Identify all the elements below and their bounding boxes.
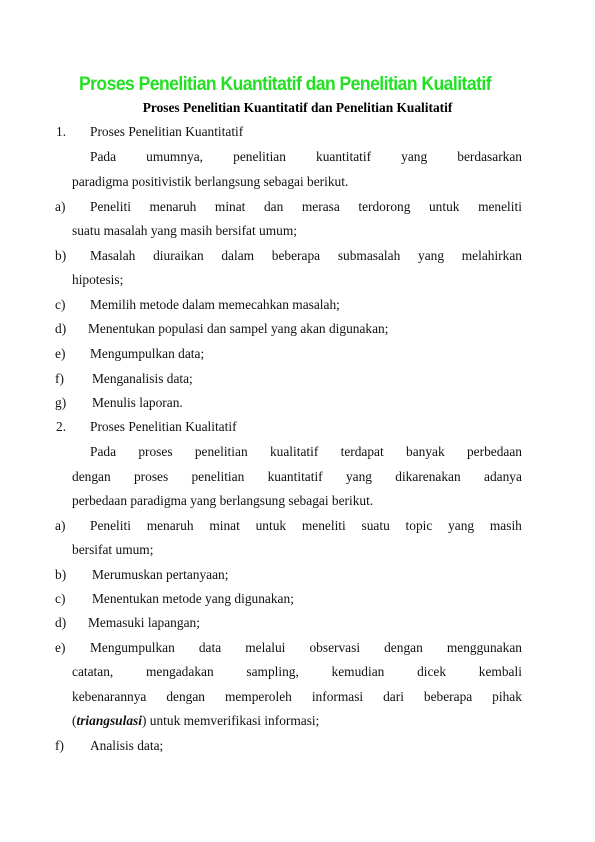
word: dan xyxy=(263,199,284,214)
list-marker: c) xyxy=(55,297,66,312)
list-item-line: Menganalisis data; xyxy=(92,371,193,386)
word: yang xyxy=(345,469,372,484)
section2-intro-line1 xyxy=(90,443,522,461)
word: kemudian xyxy=(331,664,385,679)
word: pihak xyxy=(492,689,522,704)
list-item-line: Merumuskan pertanyaan; xyxy=(92,567,229,582)
word: Masalah xyxy=(90,248,136,263)
section1-number: 1. xyxy=(56,124,67,139)
word: penelitian xyxy=(233,149,286,164)
list-item-line: hipotesis; xyxy=(72,272,124,287)
word: masih xyxy=(489,518,522,533)
word: kebenarannya xyxy=(72,689,147,704)
list-item-line xyxy=(72,688,522,706)
word: data xyxy=(198,640,222,655)
word: informasi xyxy=(311,689,364,704)
list-item-line: Mengumpulkan data; xyxy=(90,346,205,361)
word: topic xyxy=(405,518,433,533)
word: Pada xyxy=(90,149,117,164)
section1-intro-line2: paradigma positivistik berlangsung sebagai berikut. xyxy=(72,174,349,189)
word: memperoleh xyxy=(224,689,292,704)
list-marker: g) xyxy=(55,395,67,410)
word: banyak xyxy=(406,444,445,459)
word: submasalah xyxy=(337,248,401,263)
word: dengan xyxy=(384,640,423,655)
word: yang xyxy=(418,248,445,263)
word: minat xyxy=(209,518,240,533)
list-item-line: bersifat umum; xyxy=(72,542,154,557)
section2-number: 2. xyxy=(56,419,67,434)
word: terdorong xyxy=(358,199,411,214)
word: kuantitatif xyxy=(267,469,323,484)
document-subtitle: Proses Penelitian Kuantitatif dan Penelitian Kualitatif xyxy=(142,100,453,115)
list-item-line xyxy=(90,247,522,265)
list-marker: a) xyxy=(55,199,66,214)
word: kuantitatif xyxy=(316,149,372,164)
list-item-line xyxy=(90,517,522,535)
word: diuraikan xyxy=(153,248,204,263)
list-item-line: Memilih metode dalam memecahkan masalah; xyxy=(90,297,340,312)
word: minat xyxy=(214,199,246,214)
word: Peneliti xyxy=(90,518,131,533)
list-marker: f) xyxy=(55,371,64,386)
list-item-line xyxy=(90,639,522,657)
word: mengadakan xyxy=(145,664,214,679)
list-marker: b) xyxy=(55,248,67,263)
paren-open: ( xyxy=(72,713,77,728)
list-item-line: Analisis data; xyxy=(90,738,164,753)
section1-heading: Proses Penelitian Kuantitatif xyxy=(90,124,244,139)
word: catatan, xyxy=(72,664,114,679)
word: penelitian xyxy=(194,444,248,459)
word: untuk xyxy=(255,518,287,533)
list-marker: b) xyxy=(55,567,67,582)
word: beberapa xyxy=(271,248,321,263)
list-marker: d) xyxy=(55,615,67,630)
word: Peneliti xyxy=(90,199,131,214)
word: terdapat xyxy=(340,444,384,459)
section2-intro-line2 xyxy=(72,468,522,486)
list-marker: f) xyxy=(55,738,64,753)
word: untuk xyxy=(428,199,460,214)
word: perbedaan xyxy=(466,444,522,459)
italic-term: triangsulasi xyxy=(76,713,142,728)
word: proses xyxy=(138,444,173,459)
list-item-line: Memasuki lapangan; xyxy=(88,615,200,630)
word: beberapa xyxy=(423,689,473,704)
section1-intro-line1 xyxy=(90,148,522,166)
word: proses xyxy=(133,469,169,484)
word: suatu xyxy=(361,518,390,533)
list-item-line: suatu masalah yang masih bersifat umum; xyxy=(72,223,297,238)
word: Pada xyxy=(90,444,117,459)
line-rest: ) untuk memverifikasi informasi; xyxy=(141,713,320,728)
list-item-line xyxy=(72,663,522,681)
word: dari xyxy=(383,689,404,704)
list-marker: d) xyxy=(55,321,67,336)
word: sampling, xyxy=(246,664,299,679)
list-marker: e) xyxy=(55,640,66,655)
list-item-line xyxy=(72,712,319,730)
list-marker: c) xyxy=(55,591,66,606)
word: Mengumpulkan xyxy=(90,640,175,655)
word: dicek xyxy=(417,664,447,679)
word: melahirkan xyxy=(461,248,522,263)
word: penelitian xyxy=(191,469,245,484)
list-item-line xyxy=(90,198,522,216)
list-marker: a) xyxy=(55,518,66,533)
word: observasi xyxy=(309,640,361,655)
word: berdasarkan xyxy=(457,149,522,164)
word: menggunakan xyxy=(446,640,522,655)
section2-intro-line3: perbedaan paradigma yang berlangsung sebagai berikut. xyxy=(72,493,374,508)
word: yang xyxy=(448,518,475,533)
word: kembali xyxy=(478,664,522,679)
word: melalui xyxy=(245,640,286,655)
word: yang xyxy=(401,149,428,164)
section2-heading: Proses Penelitian Kualitatif xyxy=(90,419,237,434)
word: menaruh xyxy=(146,518,194,533)
word: kualitatif xyxy=(269,444,319,459)
word: dengan xyxy=(166,689,205,704)
word: merasa xyxy=(301,199,340,214)
document-title: Proses Penelitian Kuantitatif dan Penelitian Kualitatif xyxy=(78,73,492,95)
list-item-line: Menulis laporan. xyxy=(92,395,183,410)
word: adanya xyxy=(484,469,522,484)
word: menaruh xyxy=(149,199,197,214)
list-marker: e) xyxy=(55,346,66,361)
word: dengan xyxy=(72,469,111,484)
list-item-line: Menentukan metode yang digunakan; xyxy=(92,591,294,606)
word: meneliti xyxy=(301,518,346,533)
word: dalam xyxy=(221,248,255,263)
list-item-line: Menentukan populasi dan sampel yang akan digunakan; xyxy=(88,321,389,336)
word: dikarenakan xyxy=(395,469,461,484)
word: meneliti xyxy=(478,199,522,214)
word: umumnya, xyxy=(146,149,204,164)
